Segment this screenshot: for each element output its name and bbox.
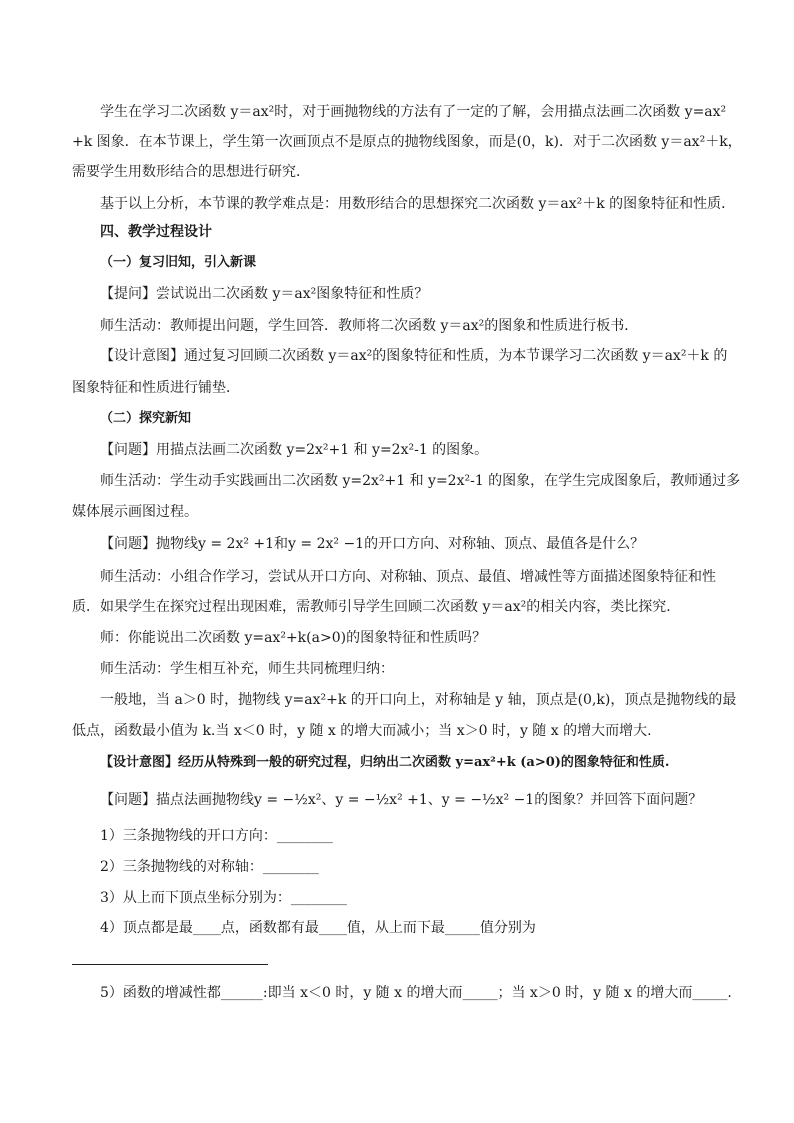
question-item: 5）函数的增减性都______:即当 x＜0 时，y 随 x 的增大而_____；当 x＞0 时，y 随 x 的增大而_____. — [100, 985, 732, 1001]
subsection-heading: （二）探究新知 — [100, 411, 192, 426]
paragraph-line: 【设计意图】通过复习回顾二次函数 y＝ax²的图象特征和性质，为本节课学习二次函数 y＝ax²＋k 的 — [100, 348, 728, 364]
question-item: 1）三条抛物线的开口方向：________ — [100, 828, 333, 844]
paragraph-line: 师生活动：教师提出问题，学生回答．教师将二次函数 y＝ax²的图象和性质进行板书． — [100, 318, 639, 334]
page-separator — [72, 964, 268, 965]
design-intent-line: 【设计意图】经历从特殊到一般的研究过程，归纳出二次函数 y=ax²+k (a>0)的图象特征和性质. — [100, 755, 670, 770]
paragraph-line: 【问题】描点法画抛物线y = −½x²、y = −½x² +1、y = −½x² −1的图象？并回答下面问题？ — [100, 792, 703, 808]
question-item: 4）顶点都是最____点，函数都有最____值，从上而下最_____值分别为 — [100, 920, 536, 936]
paragraph-line: 师生活动：学生相互补充，师生共同梳理归纳： — [100, 661, 394, 677]
paragraph-line: 师生活动：小组合作学习，尝试从开口方向、对称轴、顶点、最值、增减性等方面描述图象特征和性 — [100, 569, 716, 585]
question-item: 2）三条抛物线的对称轴：________ — [100, 859, 319, 875]
paragraph-line: 学生在学习二次函数 y＝ax²时，对于画抛物线的方法有了一定的了解，会用描点法画二次函数 y=ax² — [100, 104, 727, 120]
paragraph-line: 图象特征和性质进行铺垫． — [72, 380, 240, 396]
paragraph-line: 媒体展示画图过程。 — [72, 504, 198, 520]
paragraph-line: 低点，函数最小值为 k.当 x＜0 时，y 随 x 的增大而减小；当 x＞0 时，y 随 x 的增大而增大. — [72, 723, 652, 739]
paragraph-line: 【提问】尝试说出二次函数 y＝ax²图象特征和性质？ — [100, 286, 429, 302]
paragraph-line: 【问题】用描点法画二次函数 y=2x²+1 和 y=2x²-1 的图象。 — [100, 442, 489, 458]
paragraph-line: 【问题】抛物线y = 2x² +1和y = 2x² −1的开口方向、对称轴、顶点、最值各是什么？ — [100, 536, 645, 552]
paragraph-line: 基于以上分析，本节课的教学难点是：用数形结合的思想探究二次函数 y＝ax²＋k 的图象特征和性质． — [100, 196, 736, 212]
paragraph-line: 师：你能说出二次函数 y=ax²+k(a>0)的图象特征和性质吗？ — [100, 630, 487, 646]
paragraph-line: 需要学生用数形结合的思想进行研究． — [72, 164, 310, 180]
paragraph-line: 质．如果学生在探究过程出现困难，需教师引导学生回顾二次函数 y＝ax²的相关内容，类比探究． — [72, 599, 681, 615]
paragraph-line: +k 图象．在本节课上，学生第一次画顶点不是原点的抛物线图象，而是(0，k)．对于二次函数 y＝ax²＋k， — [72, 134, 742, 150]
paragraph-line: 一般地，当 a＞0 时，抛物线 y=ax²+k 的开口向上，对称轴是 y 轴，顶点是(0,k)，顶点是抛物线的最 — [100, 692, 737, 708]
section-heading: 四、教学过程设计 — [100, 224, 212, 240]
subsection-heading: （一）复习旧知，引入新课 — [100, 255, 257, 270]
paragraph-line: 师生活动：学生动手实践画出二次函数 y=2x²+1 和 y=2x²-1 的图象，在学生完成图象后，教师通过多 — [100, 473, 741, 489]
question-item: 3）从上而下顶点坐标分别为：________ — [100, 890, 347, 906]
